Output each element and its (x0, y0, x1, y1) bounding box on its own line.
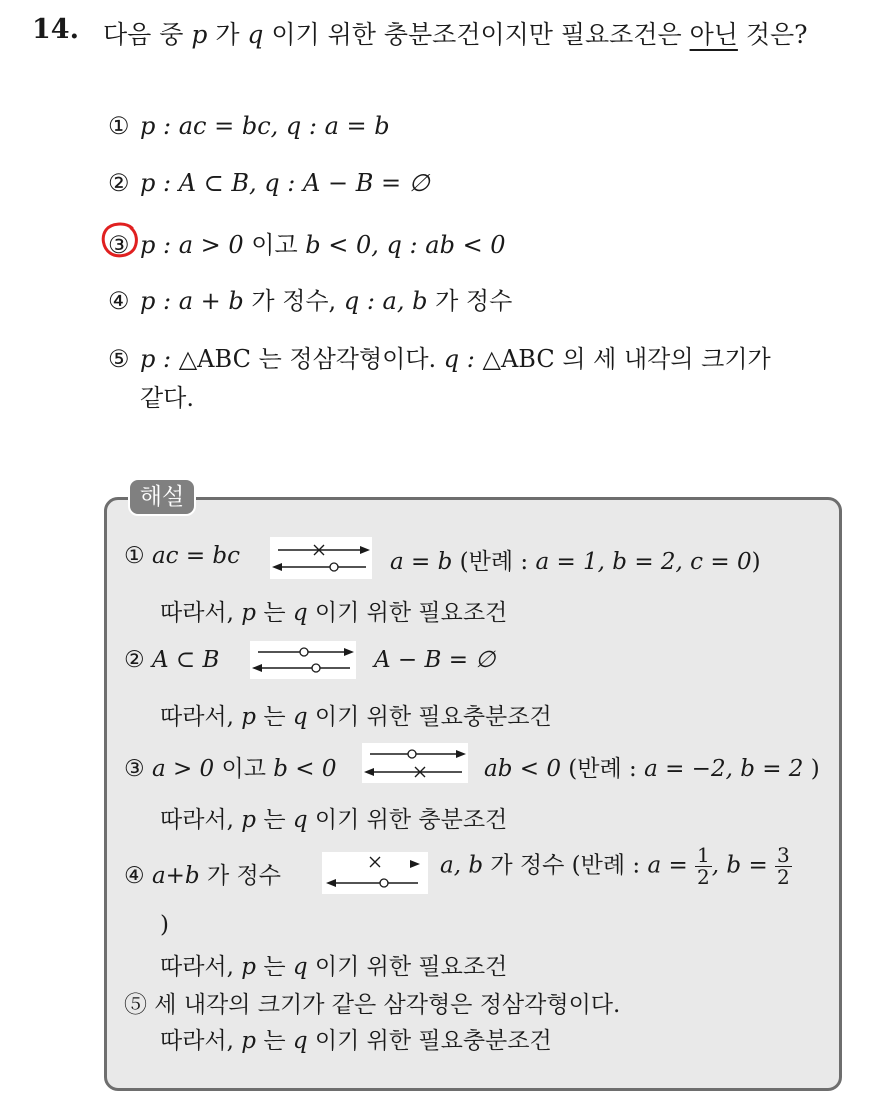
question-text-part: 다음 중 (103, 20, 192, 49)
choice-marker: ⑤ (108, 345, 130, 373)
choice-text: p : ac = bc, q : a = b (140, 112, 390, 140)
solution-item-4-close-paren: ) (160, 912, 169, 938)
solution-text: ) (751, 549, 761, 575)
question-text-part: 이기 위한 충분조건이지만 필요조건은 (263, 20, 690, 49)
solution-expr: a = −2, b = 2 (644, 756, 804, 782)
choice-5-line2: 같다. (140, 384, 194, 412)
choice-text: 가 정수 (427, 287, 513, 315)
choice-text: △ABC (482, 345, 555, 373)
solution-item-2-right (374, 647, 495, 673)
solution-text: 따라서, (160, 1028, 242, 1054)
choice-text: p : a > 0 (140, 231, 244, 259)
underlined-word: 아닌 (689, 20, 738, 49)
var-p: p (191, 20, 208, 49)
var-p: p (241, 807, 257, 833)
implication-diagram-2 (250, 641, 356, 679)
choice-text: p : (140, 345, 179, 373)
solution-text: 세 내각의 크기가 같은 삼각형은 정삼각형이다. (147, 992, 621, 1018)
solution-item-4-left (124, 857, 281, 890)
choice-marker: ① (108, 112, 130, 140)
fraction-one-half (695, 845, 712, 888)
solution-text: 따라서, (160, 954, 242, 980)
solution-marker: ④ (124, 863, 145, 889)
solution-tag: 해설 (128, 478, 196, 516)
solution-expr: a = (647, 852, 696, 879)
solution-expr: , b = (711, 852, 776, 879)
solution-text: 는 (256, 807, 293, 833)
solution-text: 는 (256, 600, 293, 626)
solution-item-4-right (440, 845, 792, 888)
question-text-part: 가 (207, 20, 248, 49)
solution-item-1-right (390, 543, 761, 576)
solution-item-4-conclusion (160, 948, 507, 981)
choice-text: 이고 (243, 231, 306, 259)
solution-item-1-left (124, 543, 240, 569)
choice-5[interactable] (108, 339, 771, 374)
fraction-denominator: 2 (777, 865, 790, 889)
solution-text: (반례 : (452, 549, 536, 575)
implication-diagram-4 (322, 852, 428, 894)
choice-text: q : (443, 345, 483, 373)
solution-text: 는 (256, 704, 293, 730)
var-q: q (292, 704, 308, 730)
choice-text: p : a + b (140, 287, 244, 315)
solution-expr: A − B = ∅ (374, 647, 496, 673)
var-p: p (241, 600, 257, 626)
var-p: p (241, 704, 257, 730)
fraction-three-halves (775, 845, 792, 888)
solution-marker: ① (124, 543, 145, 569)
question-text-part: 것은? (737, 20, 808, 49)
solution-text: 따라서, (160, 600, 242, 626)
solution-expr: a+b (151, 863, 200, 889)
solution-text: 이기 위한 필요조건 (307, 600, 508, 626)
solution-expr: b < 0 (273, 756, 337, 782)
solution-expr: ab < 0 (484, 756, 561, 782)
solution-expr: a = 1, b = 2, c = 0 (535, 549, 752, 575)
choice-3[interactable] (108, 225, 506, 260)
solution-text: 가 정수 (199, 863, 281, 889)
solution-expr: A ⊂ B (151, 647, 220, 673)
fraction-numerator: 3 (777, 843, 790, 867)
solution-text: 이기 위한 필요충분조건 (307, 704, 552, 730)
solution-expr: a, b (440, 852, 484, 879)
solution-text: ) (803, 756, 820, 782)
solution-item-5 (124, 986, 620, 1019)
solution-text: 는 (256, 1028, 293, 1054)
solution-marker: ② (124, 647, 145, 673)
solution-item-2-left (124, 647, 219, 673)
fraction-numerator: 1 (697, 843, 710, 867)
var-q: q (292, 954, 308, 980)
solution-text: 따라서, (160, 704, 242, 730)
choice-text: 가 정수, (243, 287, 344, 315)
solution-text: (반례 : (564, 852, 648, 879)
choice-2[interactable] (108, 169, 430, 197)
choice-1[interactable] (108, 112, 390, 140)
solution-item-1-conclusion (160, 594, 507, 627)
fraction-denominator: 2 (697, 865, 710, 889)
choice-marker: ④ (108, 287, 130, 315)
solution-marker: ⑤ (124, 992, 147, 1018)
solution-expr: ac = bc (151, 543, 241, 569)
var-p: p (241, 1028, 257, 1054)
solution-text: 는 (256, 954, 293, 980)
var-q: q (292, 1028, 308, 1054)
solution-item-5-conclusion (160, 1022, 552, 1055)
solution-expr: a > 0 (151, 756, 215, 782)
question-number: 14. (32, 14, 79, 45)
choice-text: △ABC (178, 345, 251, 373)
solution-text: 이고 (214, 756, 274, 782)
choice-4[interactable] (108, 281, 512, 316)
var-q: q (292, 600, 308, 626)
question-text (103, 15, 808, 51)
choice-marker: ② (108, 169, 130, 197)
solution-item-3-conclusion (160, 801, 507, 834)
var-q: q (247, 20, 264, 49)
choice-text: 의 세 내각의 크기가 (554, 345, 771, 373)
solution-text: 이기 위한 필요충분조건 (307, 1028, 552, 1054)
choice-text: 는 정삼각형이다. (250, 345, 444, 373)
solution-marker: ③ (124, 756, 145, 782)
selected-answer-circle-icon (101, 222, 139, 258)
var-q: q (292, 807, 308, 833)
solution-text: 이기 위한 필요조건 (307, 954, 508, 980)
implication-diagram-1 (270, 537, 372, 579)
choice-text: q : a, b (343, 287, 428, 315)
solution-item-3-left (124, 750, 337, 783)
choice-text: p : A ⊂ B, q : A − B = ∅ (140, 169, 430, 197)
solution-text: (반례 : (560, 756, 645, 782)
choice-marker: ③ (108, 231, 130, 259)
solution-text: 이기 위한 충분조건 (307, 807, 508, 833)
solution-expr: a = b (390, 549, 453, 575)
implication-diagram-3 (362, 743, 468, 783)
choice-text: b < 0, q : ab < 0 (305, 231, 506, 259)
solution-item-3-right (484, 750, 820, 783)
solution-item-2-conclusion (160, 698, 552, 731)
solution-text: 따라서, (160, 807, 242, 833)
solution-text: 가 정수 (483, 852, 565, 879)
var-p: p (241, 954, 257, 980)
